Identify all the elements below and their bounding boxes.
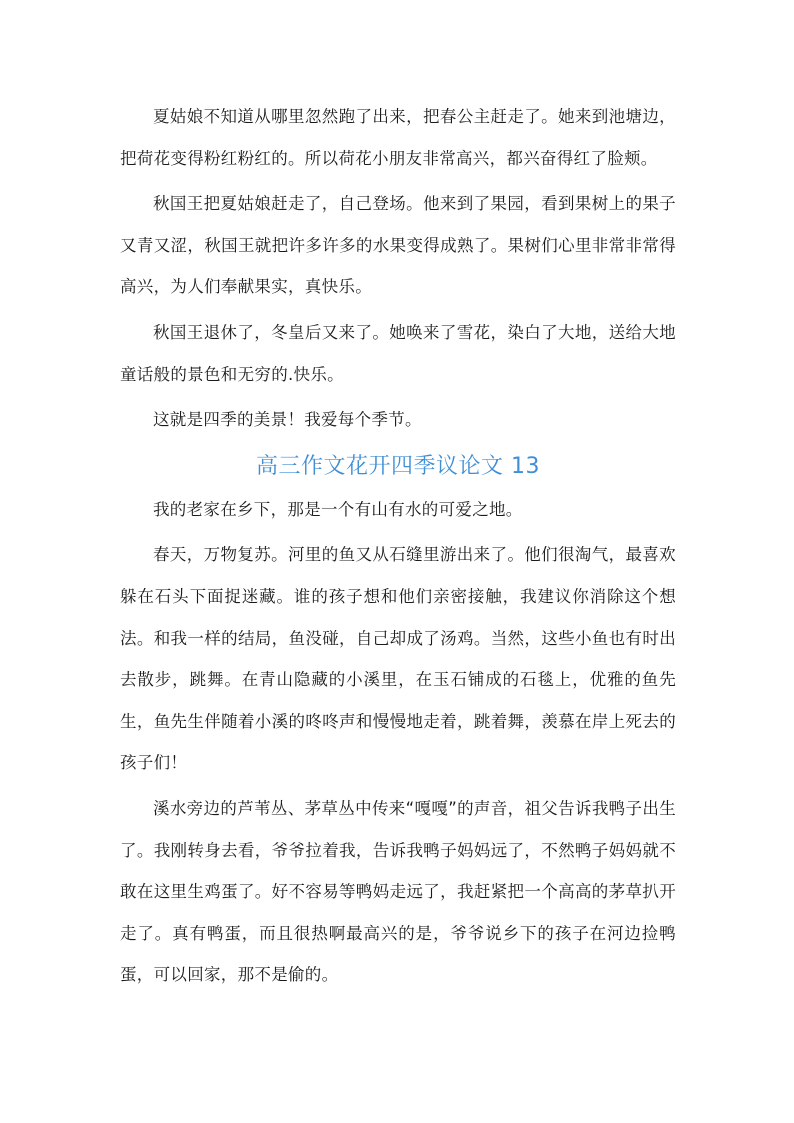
paragraph-winter: 秋国王退休了，冬皇后又来了。她唤来了雪花，染白了大地，送给大地童话般的景色和无穷的.快乐。 [120, 322, 676, 384]
paragraph-summer: 夏姑娘不知道从哪里忽然跑了出来，把春公主赶走了。她来到池塘边，把荷花变得粉红粉红的。所以荷花小朋友非常高兴，都兴奋得红了脸颊。 [120, 107, 676, 168]
document-page [120, 96, 676, 1000]
paragraph-spring-fish: 春天，万物复苏。河里的鱼又从石缝里游出来了。他们很淘气，最喜欢躲在石头下面捉迷藏。谁的孩子想和他们亲密接触，我建议你消除这个想法。和我一样的结局，鱼没碰，自己却成了汤鸡。当然，这些小鱼也有时出去散步，跳舞。在青山隐藏的小溪里，在玉石铺成的石毯上，优雅的鱼先生，鱼先生伴随着小溪的咚咚声和慢慢地走着，跳着舞，羡慕在岸上死去的孩子们！ [120, 545, 676, 773]
paragraph-hometown: 我的老家在乡下，那是一个有山有水的可爱之地。 [153, 499, 523, 519]
paragraph-ducks: 溪水旁边的芦苇丛、茅草丛中传来“嘎嘎”的声音，祖父告诉我鸭子出生了。我刚转身去看，爷爷拉着我，告诉我鸭子妈妈远了，不然鸭子妈妈就不敢在这里生鸡蛋了。好不容易等鸭妈走远了，我赶紧把一个高高的茅草扒开走了。真有鸭蛋，而且很热啊最高兴的是，爷爷说乡下的孩子在河边捡鸭蛋，可以回家，那不是偷的。 [120, 798, 676, 985]
paragraph-autumn: 秋国王把夏姑娘赶走了，自己登场。他来到了果园，看到果树上的果子又青又涩，秋国王就把许多许多的水果变得成熟了。果树们心里非常非常得高兴，为人们奉献果实，真快乐。 [120, 194, 676, 297]
paragraph-conclusion: 这就是四季的美景！我爱每个季节。 [153, 410, 422, 430]
essay-heading: 高三作文花开四季议论文 13 [256, 453, 540, 479]
